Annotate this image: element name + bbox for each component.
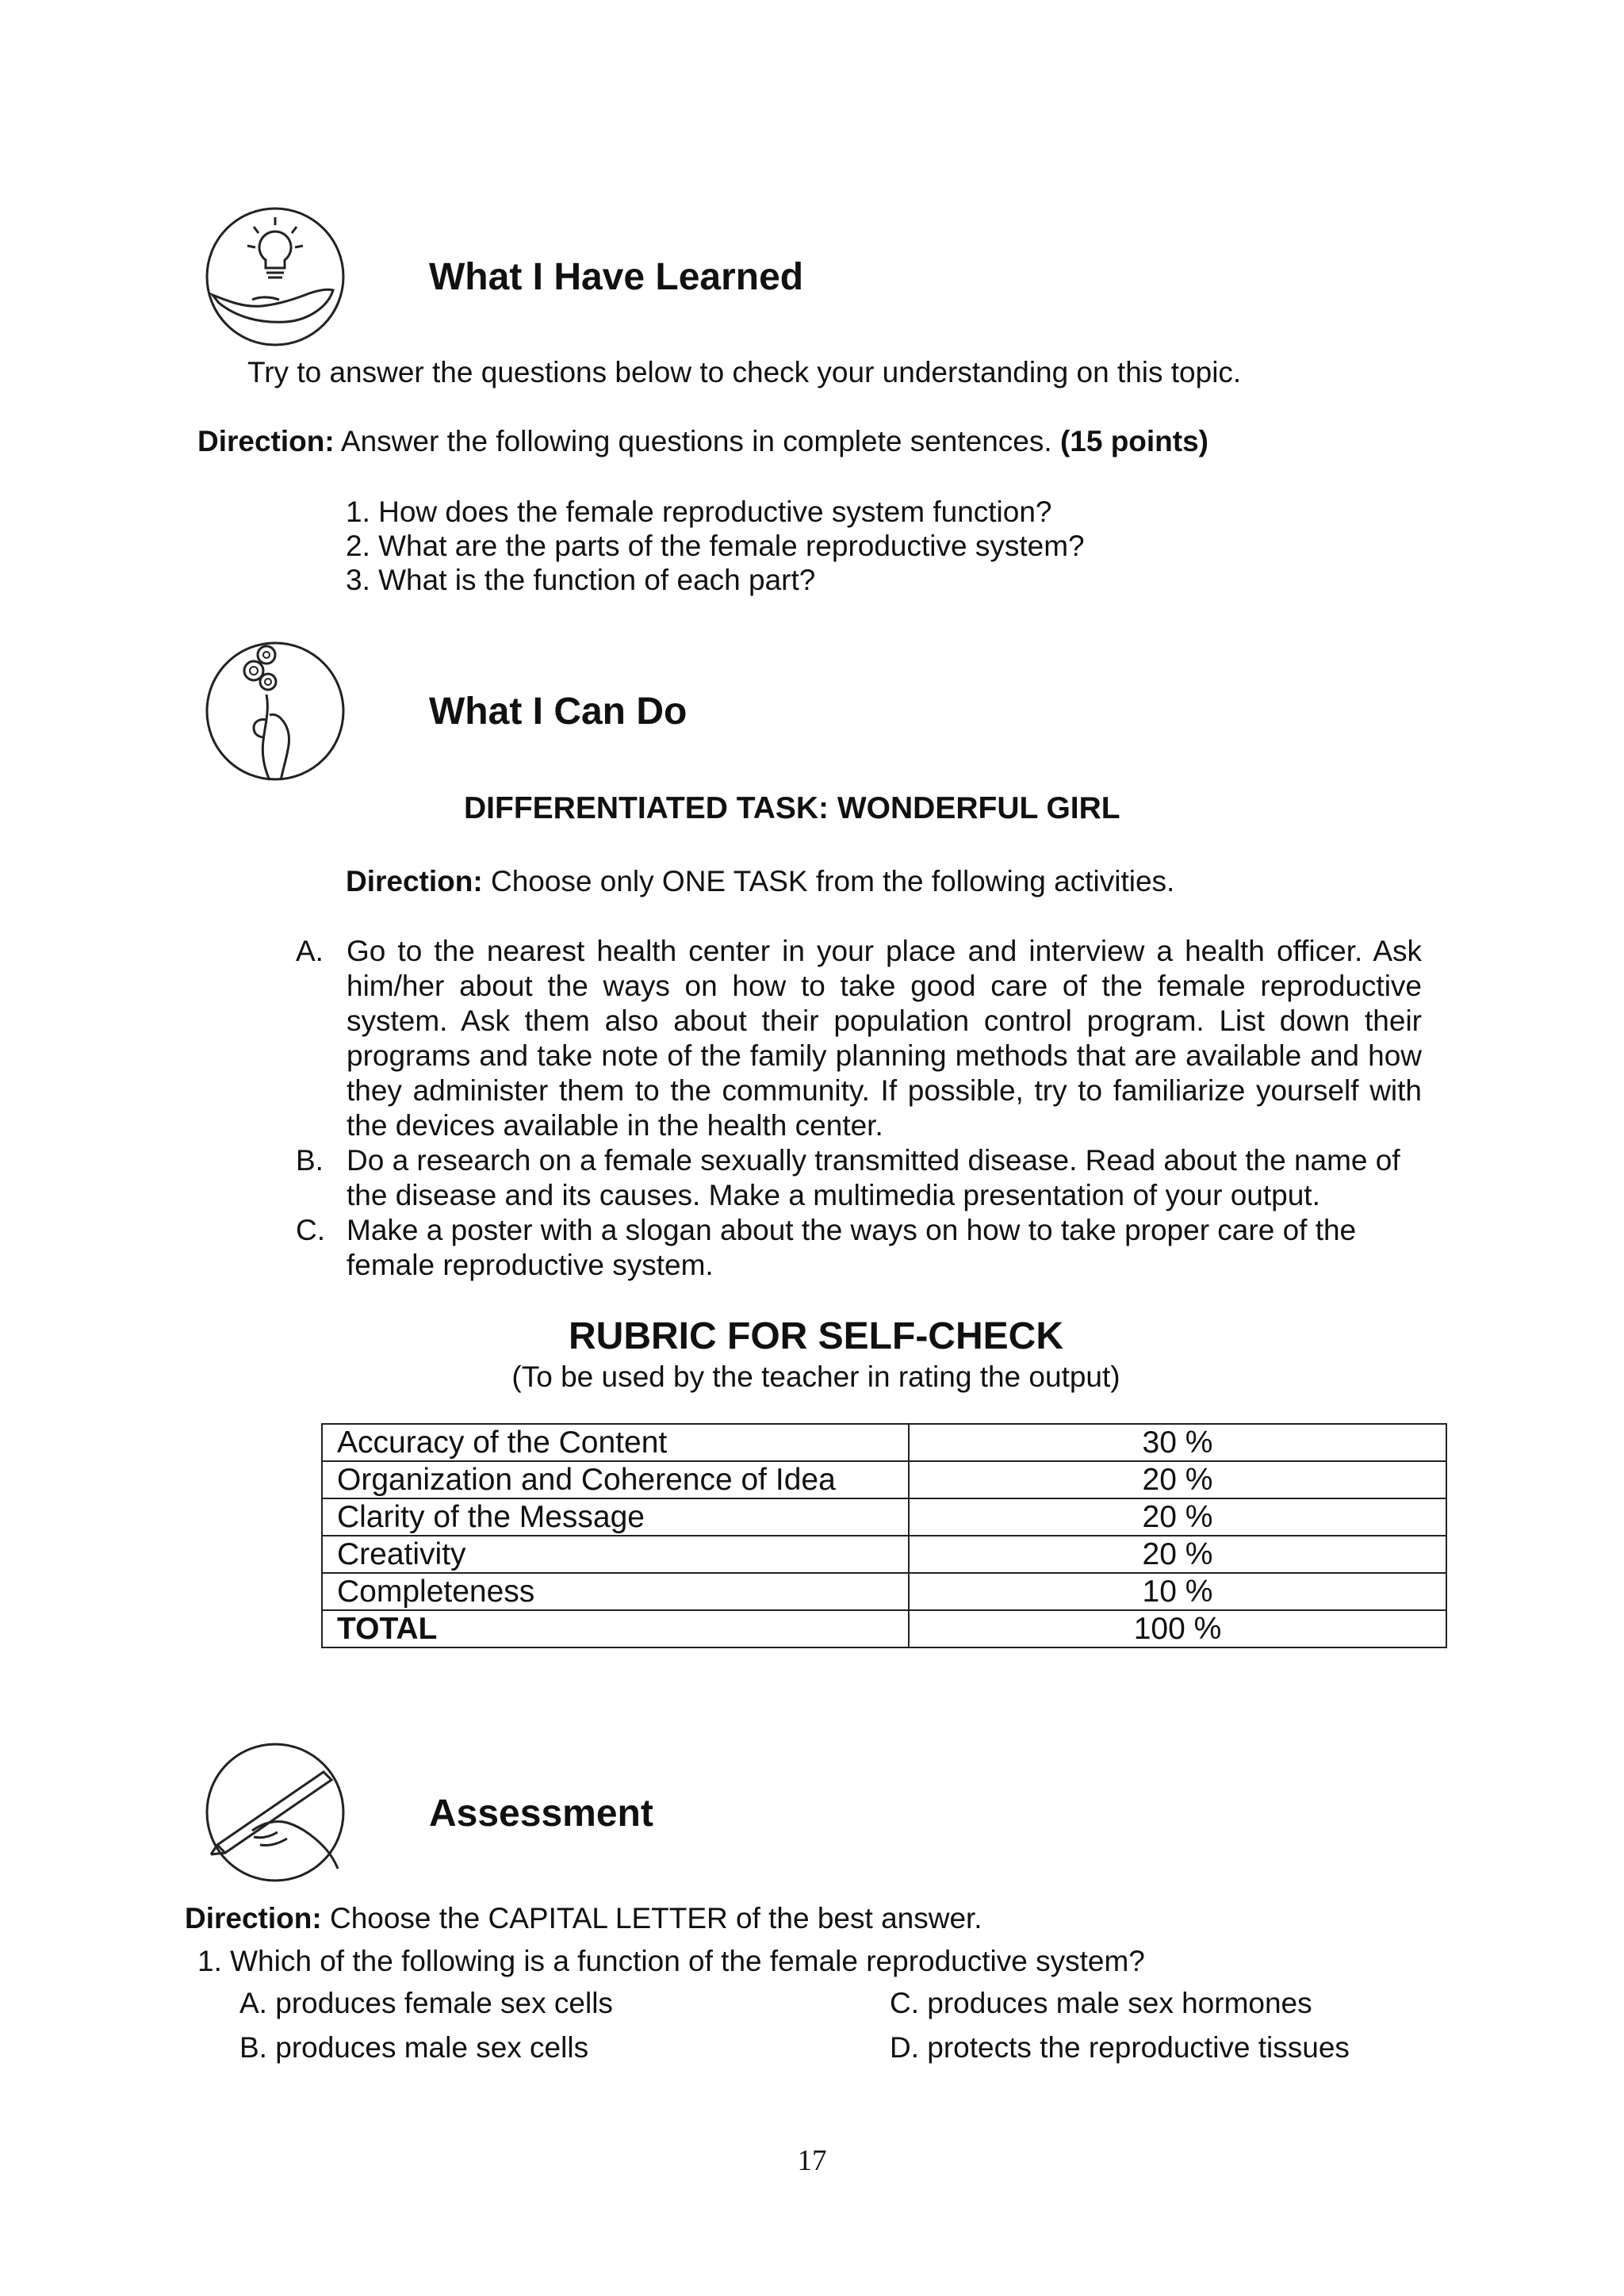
lightbulb-hand-icon <box>205 206 346 347</box>
section-title-what-i-can-do: What I Can Do <box>429 691 688 733</box>
assessment-direction <box>185 1901 982 1936</box>
rubric-title: RUBRIC FOR SELF-CHECK <box>569 1315 1063 1357</box>
gears-hand-icon <box>205 641 346 782</box>
rubric-value: 10 % <box>909 1573 1446 1610</box>
task-item-a <box>296 934 1422 1143</box>
rubric-value: 30 % <box>909 1424 1446 1461</box>
direction-label: Direction: <box>185 1902 322 1934</box>
direction-text: Choose the CAPITAL LETTER of the best answer. <box>321 1902 982 1934</box>
rubric-value: 20 % <box>909 1536 1446 1573</box>
rubric-value: 20 % <box>909 1498 1446 1536</box>
table-row <box>322 1498 1446 1536</box>
learned-intro: Try to answer the questions below to check your understanding on this topic. <box>247 356 1242 388</box>
list-item: 3. What is the function of each part? <box>346 564 816 596</box>
table-row <box>322 1573 1446 1610</box>
rubric-criterion: Completeness <box>322 1573 909 1610</box>
can-do-direction <box>346 864 1174 899</box>
rubric-criterion: Creativity <box>322 1536 909 1573</box>
rubric-table <box>321 1423 1447 1648</box>
table-row <box>322 1461 1446 1498</box>
learned-question-list <box>346 495 1085 597</box>
rubric-criterion: Accuracy of the Content <box>322 1424 909 1461</box>
choice-a: A. produces female sex cells <box>239 1987 613 2019</box>
task-text: Go to the nearest health center in your place and interview a health officer. Ask him/her about the ways on how to take good care of the female reproductive system. Ask them also about their population control program. List down their programs and take note of the family planning methods that are available and how they administer them to the community. If possible, try to familiarize yourself with the devices available in the health center. <box>347 935 1422 1142</box>
page-number: 17 <box>797 2145 827 2177</box>
task-item-b <box>296 1143 1422 1213</box>
task-item-c <box>296 1213 1422 1283</box>
rubric-value: 20 % <box>909 1461 1446 1498</box>
direction-points: (15 points) <box>1059 425 1208 457</box>
rubric-subtitle: (To be used by the teacher in rating the output) <box>511 1360 1120 1393</box>
table-row <box>322 1424 1446 1461</box>
list-item: 2. What are the parts of the female reproductive system? <box>346 530 1085 562</box>
direction-label: Direction: <box>197 425 335 457</box>
direction-text: Answer the following questions in complete sentences. <box>334 425 1060 457</box>
task-subtitle: DIFFERENTIATED TASK: WONDERFUL GIRL <box>464 791 1120 825</box>
task-letter: B. <box>296 1144 324 1177</box>
rubric-value-total: 100 % <box>909 1610 1446 1647</box>
rubric-criterion: Organization and Coherence of Idea <box>322 1461 909 1498</box>
task-letter: A. <box>296 935 324 967</box>
assessment-question: 1. Which of the following is a function of the female reproductive system? <box>197 1945 1145 1977</box>
pencil-hand-icon <box>205 1742 346 1883</box>
list-item: 1. How does the female reproductive system function? <box>346 496 1052 528</box>
choice-d: D. protects the reproductive tissues <box>890 2031 1350 2064</box>
task-text: Do a research on a female sexually transmitted disease. Read about the name of the disease and its causes. Make a multimedia presentation of your output. <box>347 1144 1400 1211</box>
task-text: Make a poster with a slogan about the ways on how to take proper care of the female reproductive system. <box>347 1214 1357 1281</box>
direction-label: Direction: <box>346 865 483 897</box>
table-row <box>322 1536 1446 1573</box>
choice-b: B. produces male sex cells <box>239 2031 589 2064</box>
learned-direction <box>197 424 1208 459</box>
choice-c: C. produces male sex hormones <box>890 1987 1312 2019</box>
table-row <box>322 1610 1446 1647</box>
rubric-criterion-total: TOTAL <box>322 1610 909 1647</box>
task-letter: C. <box>296 1214 325 1246</box>
section-title-what-i-have-learned: What I Have Learned <box>429 256 804 298</box>
section-title-assessment: Assessment <box>429 1793 653 1835</box>
rubric-criterion: Clarity of the Message <box>322 1498 909 1536</box>
direction-text: Choose only ONE TASK from the following activities. <box>482 865 1175 897</box>
